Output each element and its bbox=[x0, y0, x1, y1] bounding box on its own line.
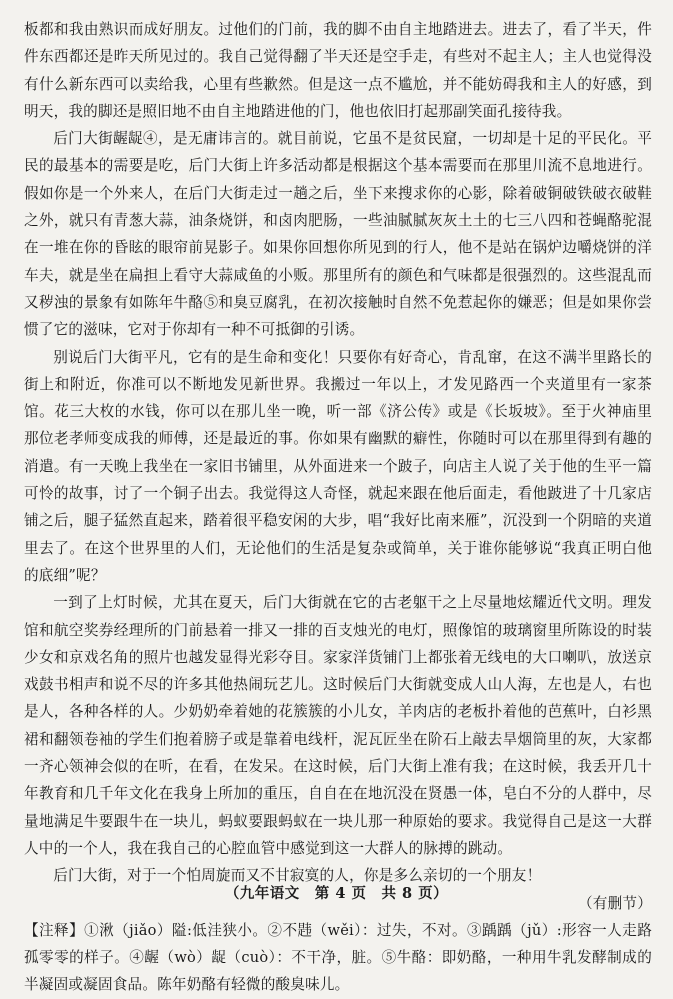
paragraph-5: 后门大街，对于一个怕周旋而又不甘寂寞的人，你是多么亲切的一个朋友！ bbox=[53, 867, 542, 885]
footnotes bbox=[24, 917, 652, 999]
source-note: （有删节） bbox=[578, 894, 652, 912]
article-body bbox=[24, 16, 652, 999]
page-footer: （九年语文 第 4 页 共 8 页） bbox=[224, 885, 449, 902]
paragraph-2: 后门大街龌龊④，是无庸讳言的。就目前说，它虽不是贫民窟，一切却是十足的平民化。平民的最基本的需要是吃，后门大街上许多活动都是根据这个基本需要而在那里川流不息地进行。假如你是一个外来人，在后门大街走过一趟之后，坐下来搜求你的心影，除着破铜破铁破衣破鞋之外，就只有青葱大蒜，油条烧饼，和卤肉肥肠，一些油腻腻灰灰土土的七三八四和苍蝇酪驼混在一堆在你的昏眩的眼帘前晃影子。如果你回想你所见到的行人，他不是站在锅炉边嚼烧饼的洋车夫，就是坐在扁担上看守大蒜咸鱼的小贩。那里所有的颜色和气味都是很强烈的。这些混乱而又秽浊的景象有如陈年牛酪⑤和臭豆腐乳，在初次接触时自然不免惹起你的嫌恶；但是如果你尝惯了它的滋味，它对于你却有一种不可抵御的引诱。 bbox=[24, 130, 652, 339]
notes-label: 【注释】 bbox=[24, 921, 85, 939]
notes-text: ①湫（jiǎo）隘:低洼狭小。②不韪（wěi）：过失，不对。③踽踽（jǔ）:形容一人走路孤零零的样子。④龌（wò）龊（cuò）：不干净，脏。⑤牛酪：即奶酪，一种用牛乳发酵制成的半凝固或凝固食品。陈年奶酪有轻微的酸臭味儿。 bbox=[24, 921, 652, 994]
paragraph-3: 别说后门大街平凡，它有的是生命和变化！只要你有好奇心，肯乱窜，在这不满半里路长的街上和附近，你准可以不断地发见新世界。我搬过一年以上，才发见路西一个夹道里有一家茶馆。花三大枚的水钱，你可以在那儿坐一晚，听一部《济公传》或是《长坂坡》。至于火神庙里那位老孝师变成我的师傅，还是最近的事。你如果有幽默的癖性，你随时可以在那里得到有趣的消遣。有一天晚上我坐在一家旧书铺里，从外面进来一个跛子，向店主人说了关于他的生平一篇可怜的故事，讨了一个铜子出去。我觉得这人奇怪，就起来跟在他后面走，看他跛进了十几家店铺之后，腿子猛然直起来，踏着很平稳安闲的大步，唱“我好比南来雁”，沉没到一个阴暗的夹道里去了。在这个世界里的人们，无论他们的生活是复杂或简单，关于谁你能够说“我真正明白他的底细”呢？ bbox=[24, 348, 652, 584]
paragraph-1: 板都和我由熟识而成好朋友。过他们的门前，我的脚不由自主地踏进去。进去了，看了半天，件件东西都还是昨天所见过的。我自己觉得翻了半天还是空手走，有些对不起主人；主人也觉得没有什么新东西可以卖给我，心里有些歉然。但是这一点不尴尬，并不能妨碍我和主人的好感，到明天，我的脚还是照旧地不由自主地踏进他的门，他也依旧打起那副笑面孔接待我。 bbox=[24, 21, 652, 120]
paragraph-4: 一到了上灯时候，尤其在夏天，后门大街就在它的古老躯干之上尽量地炫耀近代文明。理发馆和航空奖券经理所的门前悬着一排又一排的百支烛光的电灯，照像馆的玻璃窗里所陈设的时装少女和京戏名角的照片也越发显得光彩夺目。家家洋货铺门上都张着无线电的大口喇叭，放送京戏鼓书相声和说不尽的许多其他热闹玩艺儿。这时候后门大街就变成人山人海，左也是人，右也是人，各种各样的人。少奶奶牵着她的花簇簇的小儿女，羊肉店的老板扑着他的芭蕉叶，白衫黑裙和翻领卷袖的学生们抱着膀子或是靠着电线杆，泥瓦匠坐在阶石上敲去旱烟筒里的灰，大家都一齐心领神会似的在听，在看，在发呆。在这时候，后门大街上准有我；在这时候，我丢开几十年教育和几千年文化在我身上所加的重压，自自在在地沉没在贤愚一体，皂白不分的人群中，尽量地满足牛要跟牛在一块儿，蚂蚁要跟蚂蚁在一块儿那一种原始的要求。我觉得自己是这一大群人中的一个人，我在我自己的心腔血管中感觉到这一大群人的脉搏的跳动。 bbox=[24, 594, 652, 857]
